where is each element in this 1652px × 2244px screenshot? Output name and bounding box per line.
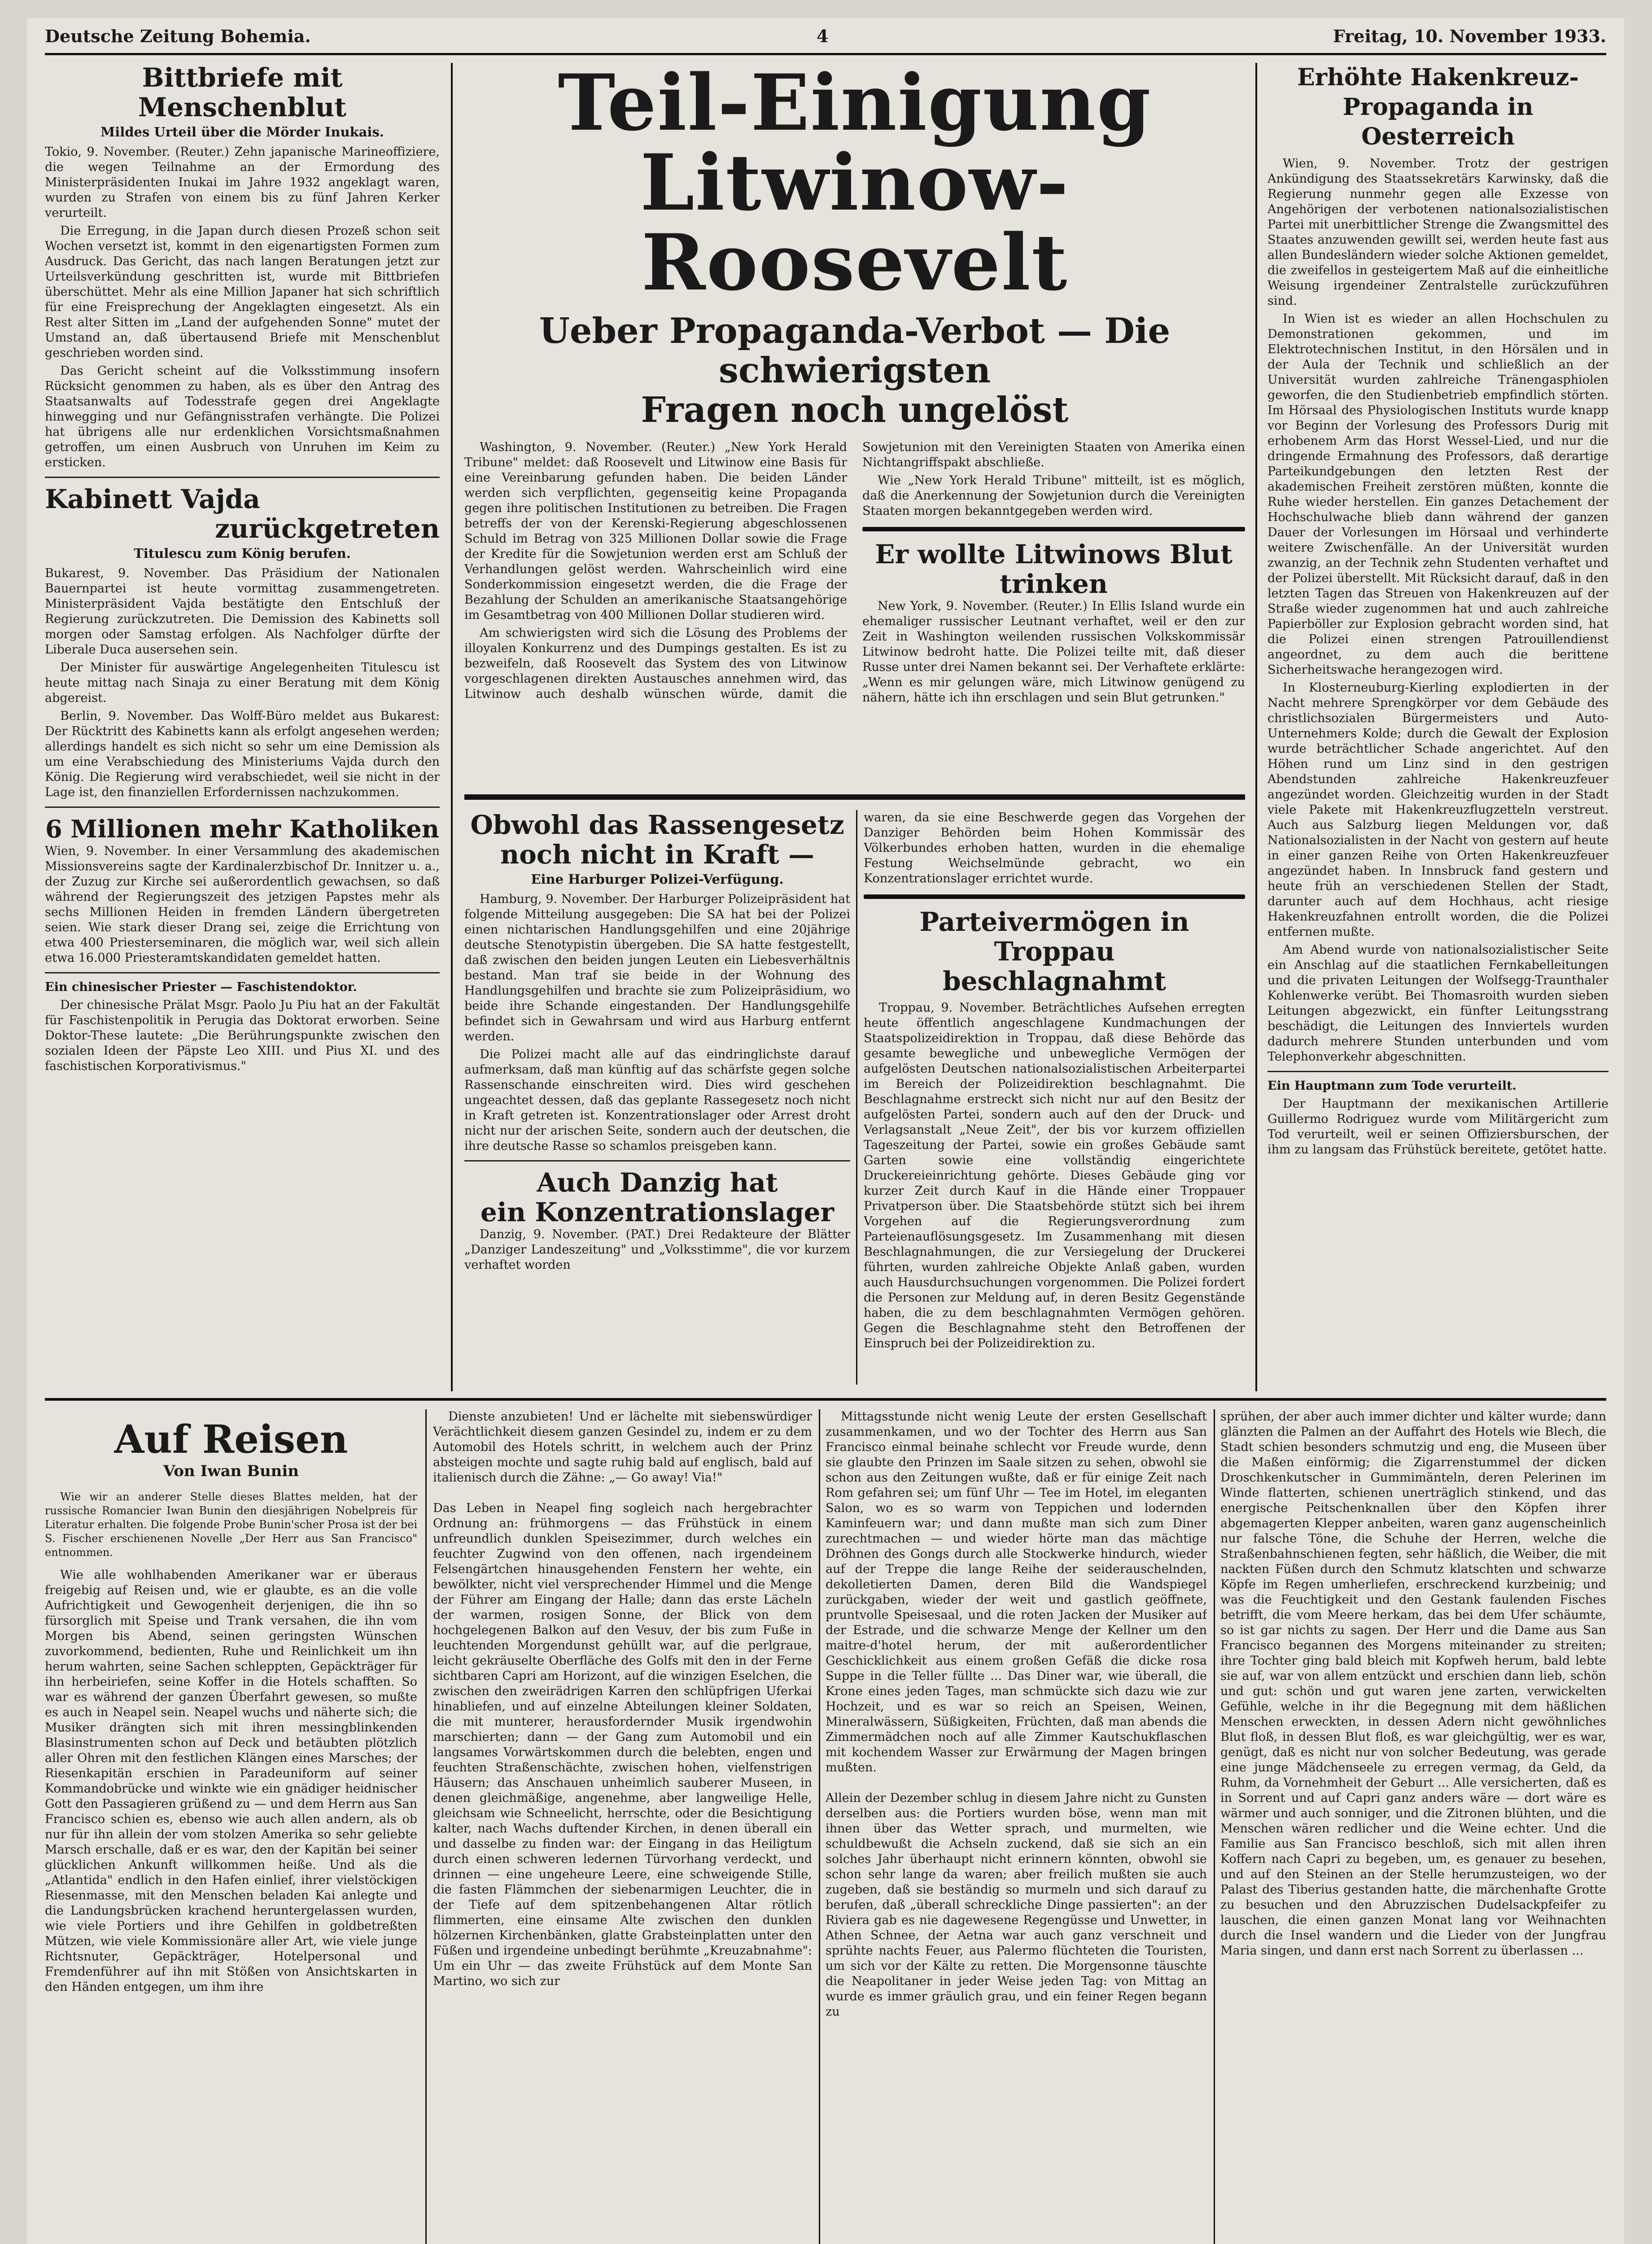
- issue-date: Freitag, 10. November 1933.: [1333, 26, 1606, 46]
- article-paragraph: Am schwierigsten wird sich die Lösung des Problems der illoyalen Konkurrenz und des Dumpings gestalten. Es ist zu bezweifeln, daß Roosevelt das System des von Litwinow vorgeschlagenen direkten Austausches annehmen wird, das Litwinow auch deshalb wünschen würde, damit die Sowjetunion mit den Vereinigten Staaten von Amerika einen Nichtangriffspakt abschließe.: [464, 440, 1245, 701]
- center-top-section: [464, 63, 1245, 799]
- article-title-rassengesetz-2: noch nicht in Kraft —: [500, 839, 815, 870]
- article-heading-hauptmann: Ein Hauptmann zum Tode verurteilt.: [1267, 1079, 1517, 1093]
- article-paragraph: Wien, 9. November. Trotz der gestrigen Ankündigung des Staatssekretärs Karwinsky, daß die Regierung nunmehr gegen alle Exzesse von Angehörigen der verbotenen nationalsozialistischen Partei mit unerbittlicher Strenge die Zwangsmittel des Staates anzuwenden gewillt sei, werden heute fast aus allen Bundesländern wieder solche Aktionen gemeldet, die zweifellos in gesteigertem Maß auf die einheitliche Weisung irgendeiner Zentralstelle zurückzuführen sind.: [1267, 157, 1608, 308]
- article-paragraph: Bukarest, 9. November. Das Präsidium der Nationalen Bauernpartei ist heute vormittag zusammengetreten. Ministerpräsident Vajda bestätigte den Entschluß der Regierung zurückzutreten. Die Demission des Kabinetts soll morgen oder Samstag erfolgen. Als Nachfolger dürfte der Liberale Duca ausersehen sein.: [45, 566, 440, 657]
- column-rule: [1214, 1409, 1215, 2244]
- newspaper-page: [27, 18, 1624, 2244]
- article-title-danzig: Auch Danzig hat: [537, 1167, 778, 1198]
- feuilleton-column-3: [826, 1409, 1207, 2244]
- subheadline-2: Fragen noch ungelöst: [641, 390, 1069, 430]
- article-paragraph: Der Minister für auswärtige Angelegenheiten Titulescu ist heute mittag nach Sinaja zu einer Beratung mit dem König abgereist.: [45, 661, 440, 705]
- feuilleton-paragraph: Dienste anzubieten! Und er lächelte mit siebenswürdiger Verächtlichkeit diesem ganzen Gesindel zu, indem er zu dem Automobil des Hotels schritt, in welchem auch der Prinz absteigen mochte und sagte ruhig bald auf englisch, bald auf italienisch durch die Zähne: „— Go away! Via!" Das Leben in Neapel fing sogleich nach hergebrachter Ordnung an: frühmorgens — das Frühstück in einem unfreundlich dunklen Speisezimmer, durch welches ein feuchter Zugwind von den offenen, nach irgendeinem Felsengärtchen hinausgehenden Fenstern her wehte, ein bewölkter, nicht viel versprechender Himmel und die Menge der Führer am Eingang der Halle; dann das erste Lächeln der warmen, rosigen Sonne, der Blick von dem hochgelegenen Balkon auf den Vesuv, der bis zum Fuße in leuchtenden Morgendunst gehüllt war, auf die perlgraue, leicht gekräuselte Oberfläche des Golfs mit den in der Ferne sichtbaren Capri am Horizont, auf die winzigen Eselchen, die zwischen den zweirädrigen Karren den schlüpfrigen Uferkai hinabliefen, und auf einzelne Abteilungen kleiner Soldaten, die mit munterer, herausfordernder Musik irgendwohin marschierten; dann — der Gang zum Automobil und ein langsames Vorwärtskommen durch die belebten, engen und feuchten Straßenschächte, zwischen hohen, vielfenstrigen Häusern; das Anschauen unheimlich sauberer Museen, in denen gleichmäßige, angenehme, aber langweilige Helle, gleichsam wie Schneelicht, herrschte, oder die Besichtigung kalter, nach Wachs duftender Kirchen, in denen überall ein und dasselbe zu finden war: der Eingang in das Heiligtum durch einen schweren ledernen Türvorhang verdeckt, und drinnen — eine ungeheure Leere, eine schweigende Stille, die fasten Flämmchen der siebenarmigen Leuchter, die in der Tiefe auf dem spitzenbehangenen Altar rötlich flimmerten, eine einsame Alte zwischen den dunklen hölzernen Kirchenbänken, glatte Grabsteinplatten unter den Füßen und irgendeine unbedingt berühmte „Kreuzabnahme": Um ein Uhr — das zweite Frühstück auf dem Monte San Martino, wo sich zur: [433, 1410, 812, 1988]
- center-thick-rule: [464, 794, 1245, 800]
- article-title-blut: Er wollte Litwinows Blut: [875, 539, 1232, 570]
- article-paragraph: Am Abend wurde von nationalsozialistischer Seite ein Anschlag auf die staatlichen Fernkabelleitungen und die privaten Leitungen der Wolfsegg-Traunthaler Kohlenwerke verübt. Bei Thomasroith wurden sieben Leitungen abgezwickt, ein fünfter Leitungsstrang beschädigt, die Leitungen des Innviertels wurden dadurch mehrere Stunden unterbunden und vom Telephonverkehr abgeschnitten.: [1267, 943, 1608, 1064]
- feuilleton-byline: Von Iwan Bunin: [163, 1462, 299, 1480]
- article-title-rassengesetz: Obwohl das Rassengesetz: [470, 810, 844, 840]
- headline-teil-einigung: Teil-Einigung: [558, 63, 1152, 148]
- divider: [45, 806, 440, 808]
- rassengesetz-column: [464, 810, 850, 1385]
- divider: [464, 1160, 850, 1161]
- article-paragraph: Washington, 9. November. (Reuter.) „New York Herald Tribune" meldet: daß Roosevelt und Litwinow eine Basis für eine Vereinbarung gefunden haben. Die beiden Länder werden sich verpflichten, gegenseitig keine Propaganda gegen ihre politischen Institutionen zu betreiben. Die Fragen betreffs der von der Kerenski-Regierung abgeschlossenen Schuld im Betrag von 325 Millionen Dollar sowie die Frage der Kredite für die Sowjetunion werden erst am Schluß der Verhandlungen gelöst werden. Wahrscheinlich wird eine Sonderkommission eingesetzt werden, die die Frage der Bezahlung der Schulden an amerikanische Staatsangehörige im Gesamtbetrag von 400 Millionen Dollar studieren wird.: [464, 440, 847, 622]
- article-kicker-bittbriefe: Mildes Urteil über die Mörder Inukais.: [101, 124, 384, 140]
- divider: [45, 477, 440, 478]
- article-title-bittbriefe: Bittbriefe mit Menschenblut: [138, 63, 347, 123]
- article-paragraph: New York, 9. November. (Reuter.) In Ellis Island wurde ein ehemaliger russischer Leutnant verhaftet, weil er den zur Zeit in Washington weilenden russischen Volkskommissär Litwinow bedroht hatte. Die Polizei teilte mit, daß dieser Russe unter drei Namen bekannt sei. Der Verhaftete erklärte: „Wenn es mir gelungen wäre, mich Litwinow genügend zu nähern, hätte ich ihn erschlagen und sein Blut getrunken.": [862, 599, 1245, 705]
- header-rule: [45, 53, 1606, 55]
- article-paragraph: Troppau, 9. November. Beträchtliches Aufsehen erregten heute öffentlich angeschlagene Kundmachungen der Staatspolizeidirektion in Troppau, daß diese Behörde das gesamte bewegliche und unbewegliche Vermögen der aufgelösten Deutschen nationalsozialistischen Arbeiterpartei im Bereich der Polizeidirektion beschlagnahmt. Die Beschlagnahme erstreckt sich nicht nur auf den Besitz der aufgelösten Partei, sondern auch auf den der Druck- und Verlagsanstalt „Neue Zeit", der bis vor kurzem offiziellen Tageszeitung der Partei, sowie ein großes Gebäude samt Garten sowie eine vollständig eingerichtete Druckereieinrichtung gehörte. Dieses Gebäude ging vor kurzer Zeit durch Kauf in die Hände einer Troppauer Privatperson über. Die Staatsbehörde stützt sich bei ihrem Vorgehen auf die Regierungsverordnung zum Parteienauflösungsgesetz. Im Zusammenhang mit diesen Beschlagnahmungen, die zur Versiegelung der Druckerei führten, wurden zahlreiche Objekte Anlaß gaben, wurden auch Hausdurchsuchungen vorgenommen. Die Polizei fordert die Personen zur Meldung auf, in deren Besitz Gegenstände haben, die zu dem beschlagnahmten Vermögen gehören. Gegen die Beschlagnahme steht den Betroffenen der Einspruch bei der Polizeidirektion zu.: [864, 1001, 1245, 1350]
- article-paragraph: Die Erregung, in die Japan durch diesen Prozeß schon seit Wochen versetzt ist, kommt in den eigenartigsten Formen zum Ausdruck. Das Gericht, das nach langen Beratungen jetzt zur Urteilsverkündung geschritten ist, wurde mit Bittbriefen überschüttet. Mehr als eine Million Japaner hat sich schriftlich für eine Freisprechung der Angeklagten eingesetzt. Als ein Rest alter Sitten im „Land der aufgehenden Sonne" mutet der Umstand an, daß übertausend Briefe mit Menschenblut geschrieben worden sind.: [45, 224, 440, 360]
- feuilleton-rule: [45, 1398, 1606, 1401]
- article-paragraph: Die Polizei macht alle auf das eindringlichste darauf aufmerksam, daß man künftig auf das schärfste gegen solche Rassenschande einschreiten wird. Dies wird geschehen ungeachtet dessen, daß das geplante Rassegesetz noch nicht in Kraft getreten ist. Konzentrationslager oder Arrest droht nicht nur der arischen Seite, sondern auch der deutschen, die ihre deutsche Rasse so schamlos preisgeben kann.: [464, 1047, 850, 1153]
- divider: [1267, 1071, 1608, 1072]
- article-paragraph: Der chinesische Prälat Msgr. Paolo Ju Piu hat an der Fakultät für Faschistenpolitik in Perugia das Doktorat erworben. Seine Doktor-These lautete: „Die Berührungspunkte zwischen den sozialen Ideen der Päpste Leo XIII. und Pius XI. und des faschistischen Korporativismus.": [45, 998, 440, 1073]
- divider: [864, 894, 1245, 899]
- article-title-hakenkreuz: Erhöhte Hakenkreuz-: [1297, 64, 1579, 91]
- article-title-kabinett: Kabinett Vajda: [45, 484, 260, 514]
- column-rule: [819, 1409, 820, 2244]
- feuilleton-title: Auf Reisen: [114, 1417, 348, 1462]
- left-column: [45, 63, 440, 1409]
- article-title-hakenkreuz-2: Propaganda in Oesterreich: [1342, 93, 1534, 150]
- feuilleton-paragraph: Wie alle wohlhabenden Amerikaner war er überaus freigebig auf Reisen und, wie er glaubte, es an die volle Aufrichtigkeit und Gewogenheit derjenigen, die ihn so fürsorglich mit Speise und Trank versahen, die ihn vom Morgen bis Abend, seinen geringsten Wünschen zuvorkommend, bedienten, Ruhe und Reinlichkeit um ihn herum wahrten, seine Sachen schleppten, Gepäckträger für ihn herbeiriefen, seine Koffer in die Hotels schafften. So war es während der ganzen Überfahrt gewesen, so mußte es auch in Neapel sein. Neapel wuchs und näherte sich; die Musiker drängten sich mit ihren messingblinkenden Blasinstrumenten schon auf Deck und betäubten plötzlich aller Ohren mit den festlichen Klängen eines Marsches; der Riesenkapitän erschien in Paradeuniform auf seiner Kommandobrücke und winkte wie ein gnädiger heidnischer Gott den Passagieren grüßend zu — und dem Herrn aus San Francisco schien es, ebenso wie auch allen andern, als ob nur für ihn allein der vom stolzen Amerika so sehr geliebte Marsch erschalle, daß er es war, den der Kapitän bei seiner glücklichen Ankunft willkommen heiße. Und als die „Atlantida" endlich in den Hafen einlief, ihrer vielstöckigen Riesenmasse, mit den Menschen beladen Kai anlegte und die Landungsbrücken krachend heruntergelassen wurden, wie viele Portiers und ihre Gehilfen in goldbetreßten Mützen, wie viele Kommissionäre aller Art, wie viele junge Richtsnuter, Gepäckträger, Hotelpersonal und Fremdenführer auf ihn mit Stößen von Ansichtskarten in den Händen entgegen, um ihm ihre: [45, 1568, 417, 1994]
- article-title-kabinett-2: zurückgetreten: [215, 513, 440, 544]
- column-rule: [425, 1409, 427, 2244]
- article-paragraph: waren, da sie eine Beschwerde gegen das Vorgehen der Danziger Behörden beim Hohen Kommissär des Völkerbundes erhoben hatten, wurden in die ehemalige Festung Weichselmünde gebracht, wo ein Konzentrationslager errichtet wurde.: [864, 811, 1245, 885]
- article-paragraph: In Wien ist es wieder an allen Hochschulen zu Demonstrationen gekommen, und im Elektrotechnischen Institut, in den Hörsälen und in der Aula der Technik und schließlich an der Universität wurden zahlreiche Tränengasphiolen geworfen, die den Studienbetrieb empfindlich störten. Im Hörsaal des Physiologischen Instituts wurde knapp vor Beginn der Vorlesung des Professors Durig mit erhobenem Arm das Horst Wessel-Lied, und nur die dringende Ermahnung des Professors, daß derartige Parteikundgebungen den letzten Rest der akademischen Freiheit zerstören müßten, konnte die Ruhe wieder herstellen. Ein ganzes Detachement der Hochschulwache blieb dann während der ganzen Dauer der Vorlesungen im Hörsaal und verhinderte weitere Zwischenfälle. An der Universität wurden zwanzig, an der Technik zehn Studenten verhaftet und der Polizei überstellt. Mit Rücksicht darauf, daß in den letzten Tagen das Streuen von Hakenkreuzen auf der Straße wieder zugenommen hat und auch zahlreiche Papierböller zur Explosion gebracht worden sind, hat die Polizei einen strengen Patrouillendienst angeordnet, zu dem auch die berittene Sicherheitswache herangezogen wird.: [1267, 312, 1608, 677]
- feuilleton-paragraph: sprühen, der aber auch immer dichter und kälter wurde; dann glänzten die Palmen an der Auffahrt des Hotels wie Blech, die Stadt schien besonders schmutzig und eng, die Museen über die Maßen einförmig; die Zigarrenstummel der dicken Droschkenkutscher in Gummimänteln, deren Pelerinen im Winde flatterten, schienen unerträglich stinkend, und das energische Peitschenknallen über den Köpfen ihrer abgemagerten Klepper anbeiten, waren ganz augenscheinlich nur falsche Töne, die Schuhe der Herren, welche die Straßenbahnschienen fegten, sehr häßlich, die Weiber, die mit nackten Füßen durch den Schmutz klatschten und schwarze Köpfe im Regen umherliefen, erschreckend kurzbeinig; und was die Feuchtigkeit und den Gestank faulenden Fisches betrifft, die vom Meere herkam, das bei dem Ufer schäumte, so ist gar nichts zu sagen. Der Herr und die Dame aus San Francisco begannen des Morgens miteinander zu streiten; ihre Tochter ging bald bleich mit Kopfweh herum, bald lebte sie auf, war von allem entzückt und erschien dann lieb, schön und gut: schön und gut waren jene zarten, verwickelten Gefühle, welche in ihr die Begegnung mit dem häßlichen Menschen erweckten, in dessen Adern nicht gewöhnliches Blut floß, in dessen Blut floß, es war gleichgültig, wer es war, genügt, daß es nicht nur von solcher Bedeutung, was gerade eine junge Mädchenseele zu erregen vermag, da Geld, da Ruhm, da Vornehmheit der Geburt ... Alle versicherten, daß es in Sorrent und auf Capri ganz anders wäre — dort wäre es wärmer und auch sonniger, und die Zitronen blühten, und die Menschen wären redlicher und die Weine echter. Und die Familie aus San Francisco beschloß, sich mit allen ihren Koffern nach Capri zu begeben, um, es genauer zu besehen, und auf den Steinen an der Stelle herumzusteigen, wo der Palast des Tiberius gestanden hatte, die märchenhafte Grotte zu besuchen und den Abruzzischen Dudelsackpfeifer zu lauschen, die einen ganzen Monat lang vor Weihnachten durch die Insel wandern und die Lieder von der Jungfrau Maria singen, und dann erst nach Sorrent zu überlassen ...: [1220, 1410, 1606, 1958]
- feuilleton-paragraph: Mittagsstunde nicht wenig Leute der ersten Gesellschaft zusammenkamen, und wo der Tochter des Herrn aus San Francisco einmal beinahe schlecht vor Freude wurde, denn sie glaubte den Prinzen im Saale sitzen zu sehen, obwohl sie schon aus den Zeitungen wußte, daß er für einige Zeit nach Rom gefahren sei; um fünf Uhr — Tee im Hotel, im eleganten Salon, wo es so warm von Teppichen und lodernden Kaminfeuern war; und dann mußte man sich zum Diner zurechtmachen — und wieder hörte man das mächtige Dröhnen des Gongs durch alle Stockwerke hindurch, wieder auf der Treppe die lange Reihe der seiderauschelnden, dekolletierten Damen, deren Bild die Wandspiegel zurückgaben, wieder der weit und gastlich geöffnete, pruntvolle Speisesaal, und die roten Jacken der Musiker auf der Estrade, und die schwarze Menge der Kellner um den maitre-d'hotel herum, der mit außerordentlicher Geschicklichkeit aus einem großen Gefäß die dicke rosa Suppe in die Teller füllte ... Das Diner war, wie überall, die Krone eines jeden Tages, man schmückte sich dazu wie zur Hochzeit, und es war so reich an Speisen, Weinen, Mineralwässern, Süßigkeiten, Früchten, daß man abends die Zimmermädchen noch auf alle Zimmer Kautschukflaschen mit kochendem Wasser zur Erwärmung der Magen bringen mußten. Allein der Dezember schlug in diesem Jahre nicht zu Gunsten derselben aus: die Portiers wurden böse, wenn man mit ihnen über das Wetter sprach, und murmelten, wie schuldbewußt die Achseln zuckend, daß sie sich an ein solches Jahr überhaupt nicht erinnern könnten, obwohl sie schon sehr lange da waren; aber freilich mußten sie auch zugeben, daß sie beständig so murmeln und sich darauf zu berufen, daß „überall schreckliche Dinge passierten": an der Riviera gab es nie dagewesene Regengüsse und Unwetter, in Athen Schnee, der Aetna war auch ganz verschneit und sprühte nachts Feuer, aus Palermo flüchteten die Touristen, um sich vor der Kälte zu retten. Die Morgensonne täuschte die Neapolitaner in jeder Weise jeden Tag: von Mittag an wurde es immer gräulich grau, und ein feiner Regen begann zu: [826, 1410, 1207, 2019]
- article-kicker-kabinett: Titulescu zum König berufen.: [134, 546, 351, 561]
- divider: [862, 527, 1245, 531]
- column-rule: [1255, 63, 1257, 1391]
- article-paragraph: Hamburg, 9. November. Der Harburger Polizeipräsident hat folgende Mitteilung ausgegeben: Die SA hat bei der Polizei einen nichtarischen Handlungsgehilfen und eine 20jährige deutsche Stenotypistin übergeben. Die SA hatte festgestellt, daß zwischen den beiden jungen Leuten ein Liebesverhältnis bestand. Man traf sie beide in der Wohnung des Handlungsgehilfen und brachte sie zum Polizeipräsidium, wo beide ihre Schande eingestanden. Der Handlungsgehilfe befindet sich in Gewahrsam und wird aus Harburg entfernt werden.: [464, 892, 850, 1043]
- article-paragraph: Tokio, 9. November. (Reuter.) Zehn japanische Marineoffiziere, die wegen Teilnahme an der Ermordung des Ministerpräsidenten Inukai im Jahre 1932 angeklagt waren, wurden zu Strafen von einem bis zu fünf Jahren Kerker verurteilt.: [45, 145, 440, 220]
- masthead-name: Deutsche Zeitung Bohemia.: [45, 26, 311, 46]
- article-title-danzig-2: ein Konzentrationslager: [480, 1197, 835, 1227]
- feuilleton-column-2: [433, 1409, 812, 2244]
- article-paragraph: Das Gericht scheint auf die Volksstimmung insofern Rücksicht genommen zu haben, als es über den Antrag des Staatsanwalts auf Todesstrafe gegen drei Angeklagte hinwegging und nur Gefängnisstrafen verhängte. Die Polizei hat übrigens alle nur erdenklichen Vorsichtsmaßnahmen getroffen, um einen Ausbruch von Unruhen im Keim zu ersticken.: [45, 364, 440, 469]
- feuilleton-column-1: [45, 1409, 417, 2244]
- article-paragraph: Danzig, 9. November. (PAT.) Drei Redakteure der Blätter „Danziger Landeszeitung" und „Volksstimme", die vor kurzem verhaftet worden: [464, 1227, 850, 1272]
- divider: [45, 972, 440, 973]
- article-kicker-rassengesetz: Eine Harburger Polizei-Verfügung.: [531, 872, 784, 887]
- article-title-troppau: Parteivermögen in Troppau: [919, 907, 1189, 967]
- feuilleton-column-4: [1220, 1409, 1606, 2244]
- article-paragraph: Wien, 9. November. In einer Versammlung des akademischen Missionsvereins sagte der Kardinalerzbischof Dr. Innitzer u. a., der Zuzug zur Kirche sei außerordentlich gewachsen, so daß während der Regierungszeit des jetzigen Papstes mehr als sechs Millionen Heiden in fremden Ländern übergetreten seien. Wie stark dieser Drang sei, zeige die Errichtung von etwa 400 Priesterseminaren, die möglich war, weil sich allein etwa 16.000 Priesteramtskandidaten gemeldet hatten.: [45, 844, 440, 965]
- article-paragraph: Wie „New York Herald Tribune" mitteilt, ist es möglich, daß die Anerkennung der Sowjetunion durch die Vereinigten Staaten morgen bekanntgegeben werden wird.: [862, 473, 1245, 518]
- troppau-column: [864, 810, 1245, 1385]
- right-column: [1267, 63, 1608, 1387]
- main-article-body: [464, 440, 1245, 706]
- article-title-katholiken: 6 Millionen mehr Katholiken: [45, 815, 440, 843]
- article-paragraph: Berlin, 9. November. Das Wolff-Büro meldet aus Bukarest: Der Rücktritt des Kabinetts kann als erfolgt angesehen werden; allerdings handelt es sich nicht so sehr um eine Demission als um eine Verabschiedung des Ministeriums Vajda durch den König. Die Regierung wird verabschiedet, weil sie nicht in der Lage ist, den finanziellen Erfordernissen nachzukommen.: [45, 709, 440, 799]
- headline-litwinow-roosevelt: Litwinow-Roosevelt: [640, 137, 1070, 308]
- page-number: 4: [817, 26, 829, 46]
- article-title-troppau-2: beschlagnahmt: [943, 966, 1166, 996]
- article-paragraph: Der Hauptmann der mexikanischen Artillerie Guillermo Rodriguez wurde vom Militärgericht zum Tod verurteilt, weil er seinen Offiziersburschen, der ihm zu langsam das Frühstück bereitete, getötet hatte.: [1267, 1097, 1608, 1157]
- article-paragraph: In Klosterneuburg-Kierling explodierten in der Nacht mehrere Sprengkörper vor dem Gebäude des christlichsozialen Bürgermeisters und Auto-Unternehmers Kolde; durch die Gewalt der Explosion wurde beträchtlicher Schade angerichtet. Auf den Höhen rund um Linz sind in den gestrigen Abendstunden zahlreiche Hakenkreuzfeuer angezündet worden. Gleichzeitig wurden in der Stadt viele Pakete mit Hakenkreuzflugzetteln verstreut. Auch aus Salzburg liegen Meldungen vor, daß Nationalsozialisten in der Nacht von gestern auf heute in einer ganzen Reihe von Orten Hakenkreuzfeuer angezündet haben. In Innsbruck fand gestern und heute früh an verschiedenen Stellen der Stadt, darunter auch auf dem Hochhaus, acht riesige Hakenkreuzfahnen entrollt worden, die die Polizei entfernen mußte.: [1267, 681, 1608, 939]
- subheadline-1: Ueber Propaganda-Verbot — Die schwierigsten: [539, 311, 1171, 391]
- article-heading-priester: Ein chinesischer Priester — Faschistendoktor.: [45, 980, 357, 994]
- article-title-blut-2: trinken: [1000, 569, 1108, 599]
- page-header: [45, 26, 1606, 48]
- column-rule: [856, 810, 857, 1385]
- feuilleton-intro: Wie wir an anderer Stelle dieses Blattes melden, hat der russische Romancier Iwan Bunin den diesjährigen Nobelpreis für Literatur erhalten. Die folgende Probe Bunin'scher Prosa ist der bei S. Fischer erschienenen Novelle „Der Herr aus San Francisco" entnommen.: [45, 1490, 417, 1559]
- column-rule: [451, 63, 453, 1391]
